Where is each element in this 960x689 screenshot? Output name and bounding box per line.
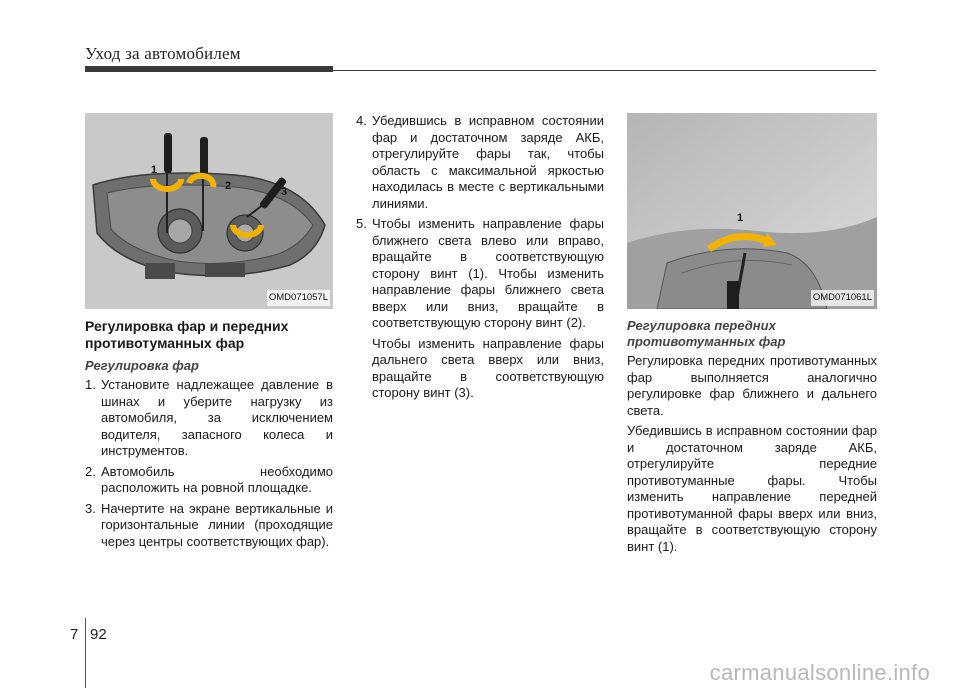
- header-rule-thin: [333, 70, 876, 71]
- steps-list-left: [85, 377, 333, 550]
- item-text: Чтобы изменить направление фары ближнего света влево или вправо, вращайте в соответствующую сторону винт (1). Чтобы изменить направление фары ближнего света вверх или вниз, вращайте в соответствующую сторону винт (2).: [372, 216, 604, 330]
- callout-1: 1: [737, 212, 744, 224]
- watermark: carmanualsonline.info: [709, 660, 930, 685]
- figure-code: OMD071057L: [267, 290, 330, 307]
- item-number: 2.: [85, 463, 96, 479]
- item-number: 3.: [85, 500, 96, 516]
- footer-divider: [85, 618, 86, 688]
- page-header-title: Уход за автомобилем: [85, 44, 241, 63]
- foglamp-illustration: [627, 113, 877, 309]
- item-text: Автомобиль необходимо расположить на ровной площадке.: [101, 463, 333, 495]
- item-text: Убедившись в исправном состоянии фар и достаточном заряде АКБ, отрегулируйте фары так, чтобы область с максимальной яркостью находилась в месте с вертикальными линиями.: [372, 113, 604, 211]
- item-number: 1.: [85, 377, 96, 392]
- list-item: [356, 216, 604, 332]
- item-text: Начертите на экране вертикальные и горизонтальные линии (проходящие через центры соответствующих фар).: [101, 500, 333, 549]
- right-column: [627, 113, 877, 559]
- headlamp-figure: [85, 113, 333, 309]
- left-column: [85, 113, 333, 554]
- section-heading: Регулировка фар и передних противотуманных фар: [85, 318, 289, 351]
- headlamp-illustration: [85, 113, 333, 309]
- subsection-heading: Регулировка передних противотуманных фар: [627, 318, 786, 349]
- list-item: [85, 377, 333, 460]
- figure-code: OMD071061L: [811, 290, 874, 307]
- list-item: [85, 464, 333, 497]
- list-item: [85, 501, 333, 551]
- item-number: 4.: [356, 113, 367, 128]
- paragraph: Убедившись в исправном состоянии фар и достаточном заряде АКБ, отрегулируйте передние противотуманные фары. Чтобы изменить направление передней противотуманной фары вверх или вниз, вращайте в соответствующую сторону винт (1).: [627, 423, 877, 554]
- foglamp-figure: [627, 113, 877, 309]
- steps-list-middle: [356, 113, 604, 332]
- high-beam-note: Чтобы изменить направление фары дальнего света вверх или вниз, вращайте в соответствующую сторону винт (3).: [372, 335, 604, 400]
- list-item: [356, 113, 604, 212]
- chapter-number: 7: [70, 626, 79, 643]
- item-number: 5.: [356, 216, 367, 231]
- page-number: 92: [90, 626, 107, 643]
- subsection-heading: Регулировка фар: [85, 358, 199, 373]
- header-rule-thick: [85, 66, 333, 72]
- middle-column: [356, 113, 604, 406]
- item-text: Установите надлежащее давление в шинах и уберите нагрузку из автомобиля, за исключением водителя, запасного колеса и инструментов.: [101, 377, 333, 458]
- callout-1: 1: [151, 164, 158, 176]
- callout-2: 2: [225, 180, 232, 192]
- callout-3: 3: [281, 186, 288, 198]
- paragraph: Регулировка передних противотуманных фар выполняется аналогично регулировке фар ближнего и дальнего света.: [627, 353, 877, 418]
